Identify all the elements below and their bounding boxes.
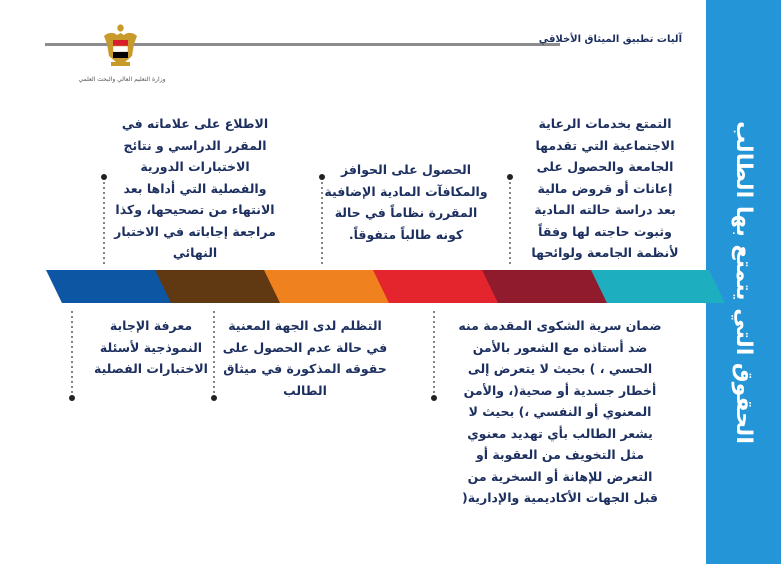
block-line: الانتهاء من تصحيحها، وكذا <box>115 202 275 217</box>
timeline-segment <box>155 270 289 303</box>
connector-dot-icon <box>507 174 513 180</box>
block-line: أخطار جسدية أو صحية(، والأمن <box>463 382 657 398</box>
block-line: الطالب <box>283 382 327 398</box>
block-line: التظلم لدى الجهة المعنية <box>228 318 382 333</box>
top-block-grades <box>96 113 294 264</box>
block-line: والمكافآت المادية الإضافية <box>324 183 488 199</box>
block-line: كونه طالباً متفوقاً. <box>348 226 464 242</box>
block-line: معرفة الإجابة <box>109 318 193 333</box>
timeline-segments <box>46 270 725 303</box>
block-line: التمتع بخدمات الرعاية <box>538 116 672 131</box>
timeline-segment <box>264 270 398 303</box>
block-line: والفصلية التي أداها بعد <box>123 180 267 196</box>
block-line: وثبوت حاجته لها وفقاً <box>538 223 672 239</box>
block-line: الحسي ، ) بحيث لا يتعرض إلى <box>467 361 653 376</box>
timeline-segment <box>591 270 725 303</box>
block-line: مثل التخويف من العقوبة أو <box>475 447 645 462</box>
block-line: لأنظمة الجامعة ولوائحها <box>531 245 679 260</box>
logo-caption: وزارة التعليم العالي والبحث العلمي <box>78 76 166 83</box>
bottom-block-complaint-confidentiality <box>440 315 680 509</box>
connector-dot-icon <box>69 395 75 401</box>
connector-dot-icon <box>431 395 437 401</box>
block-line: النموذجية لأسئلة <box>99 339 203 355</box>
top-block-incentives <box>322 159 490 245</box>
block-line: إعانات أو قروض مالية <box>537 180 673 196</box>
sidebar-title: الحقوق التي يتمتع بها الطالب <box>731 120 756 444</box>
block-line: ضمان سرية الشكوى المقدمة منه <box>458 318 662 333</box>
eagle-emblem-icon <box>98 22 143 70</box>
timeline-segment <box>46 270 180 303</box>
block-line: الجامعة والحصول على <box>536 159 674 174</box>
block-line: يشعر الطالب بأي تهديد معنوي <box>467 425 653 441</box>
timeline-segment <box>373 270 507 303</box>
block-line: الحصول على الحوافز <box>340 162 472 177</box>
block-line: مراجعة إجاباته في الاختبار <box>114 223 276 239</box>
timeline-segment <box>482 270 616 303</box>
top-block-welfare <box>518 113 692 264</box>
block-line: الاطلاع على علاماته في <box>121 116 269 131</box>
block-line: النهائي <box>172 245 218 260</box>
block-line: بعد دراسة حالته المادية <box>534 202 676 217</box>
block-line: الاختبارات الفصلية <box>94 361 208 376</box>
block-line: المعنوي أو النفسي ،) بحيث لا <box>468 404 652 419</box>
block-line: الاجتماعية التي تقدمها <box>535 137 675 153</box>
block-line: المقرر الدراسي و نتائج <box>123 137 267 153</box>
block-line: قبل الجهات الأكاديمية والإدارية( <box>462 490 658 505</box>
sidebar-title-wrap <box>706 0 781 564</box>
block-line: في حالة عدم الحصول على <box>222 339 388 355</box>
block-line: المقررة نظاماً في حالة <box>334 205 478 220</box>
bottom-block-grievance <box>214 315 396 401</box>
block-line: حقوقه المذكورة في ميثاق <box>223 361 387 376</box>
block-line: ضد أستاذه مع الشعور بالأمن <box>472 339 648 355</box>
bottom-block-model-answers <box>86 315 216 380</box>
block-line: التعرض للإهانة أو السخرية من <box>467 468 653 484</box>
block-line: الاختبارات الدورية <box>140 159 250 174</box>
header-label: آليات تطبيق الميثاق الأخلاقي <box>538 34 682 45</box>
